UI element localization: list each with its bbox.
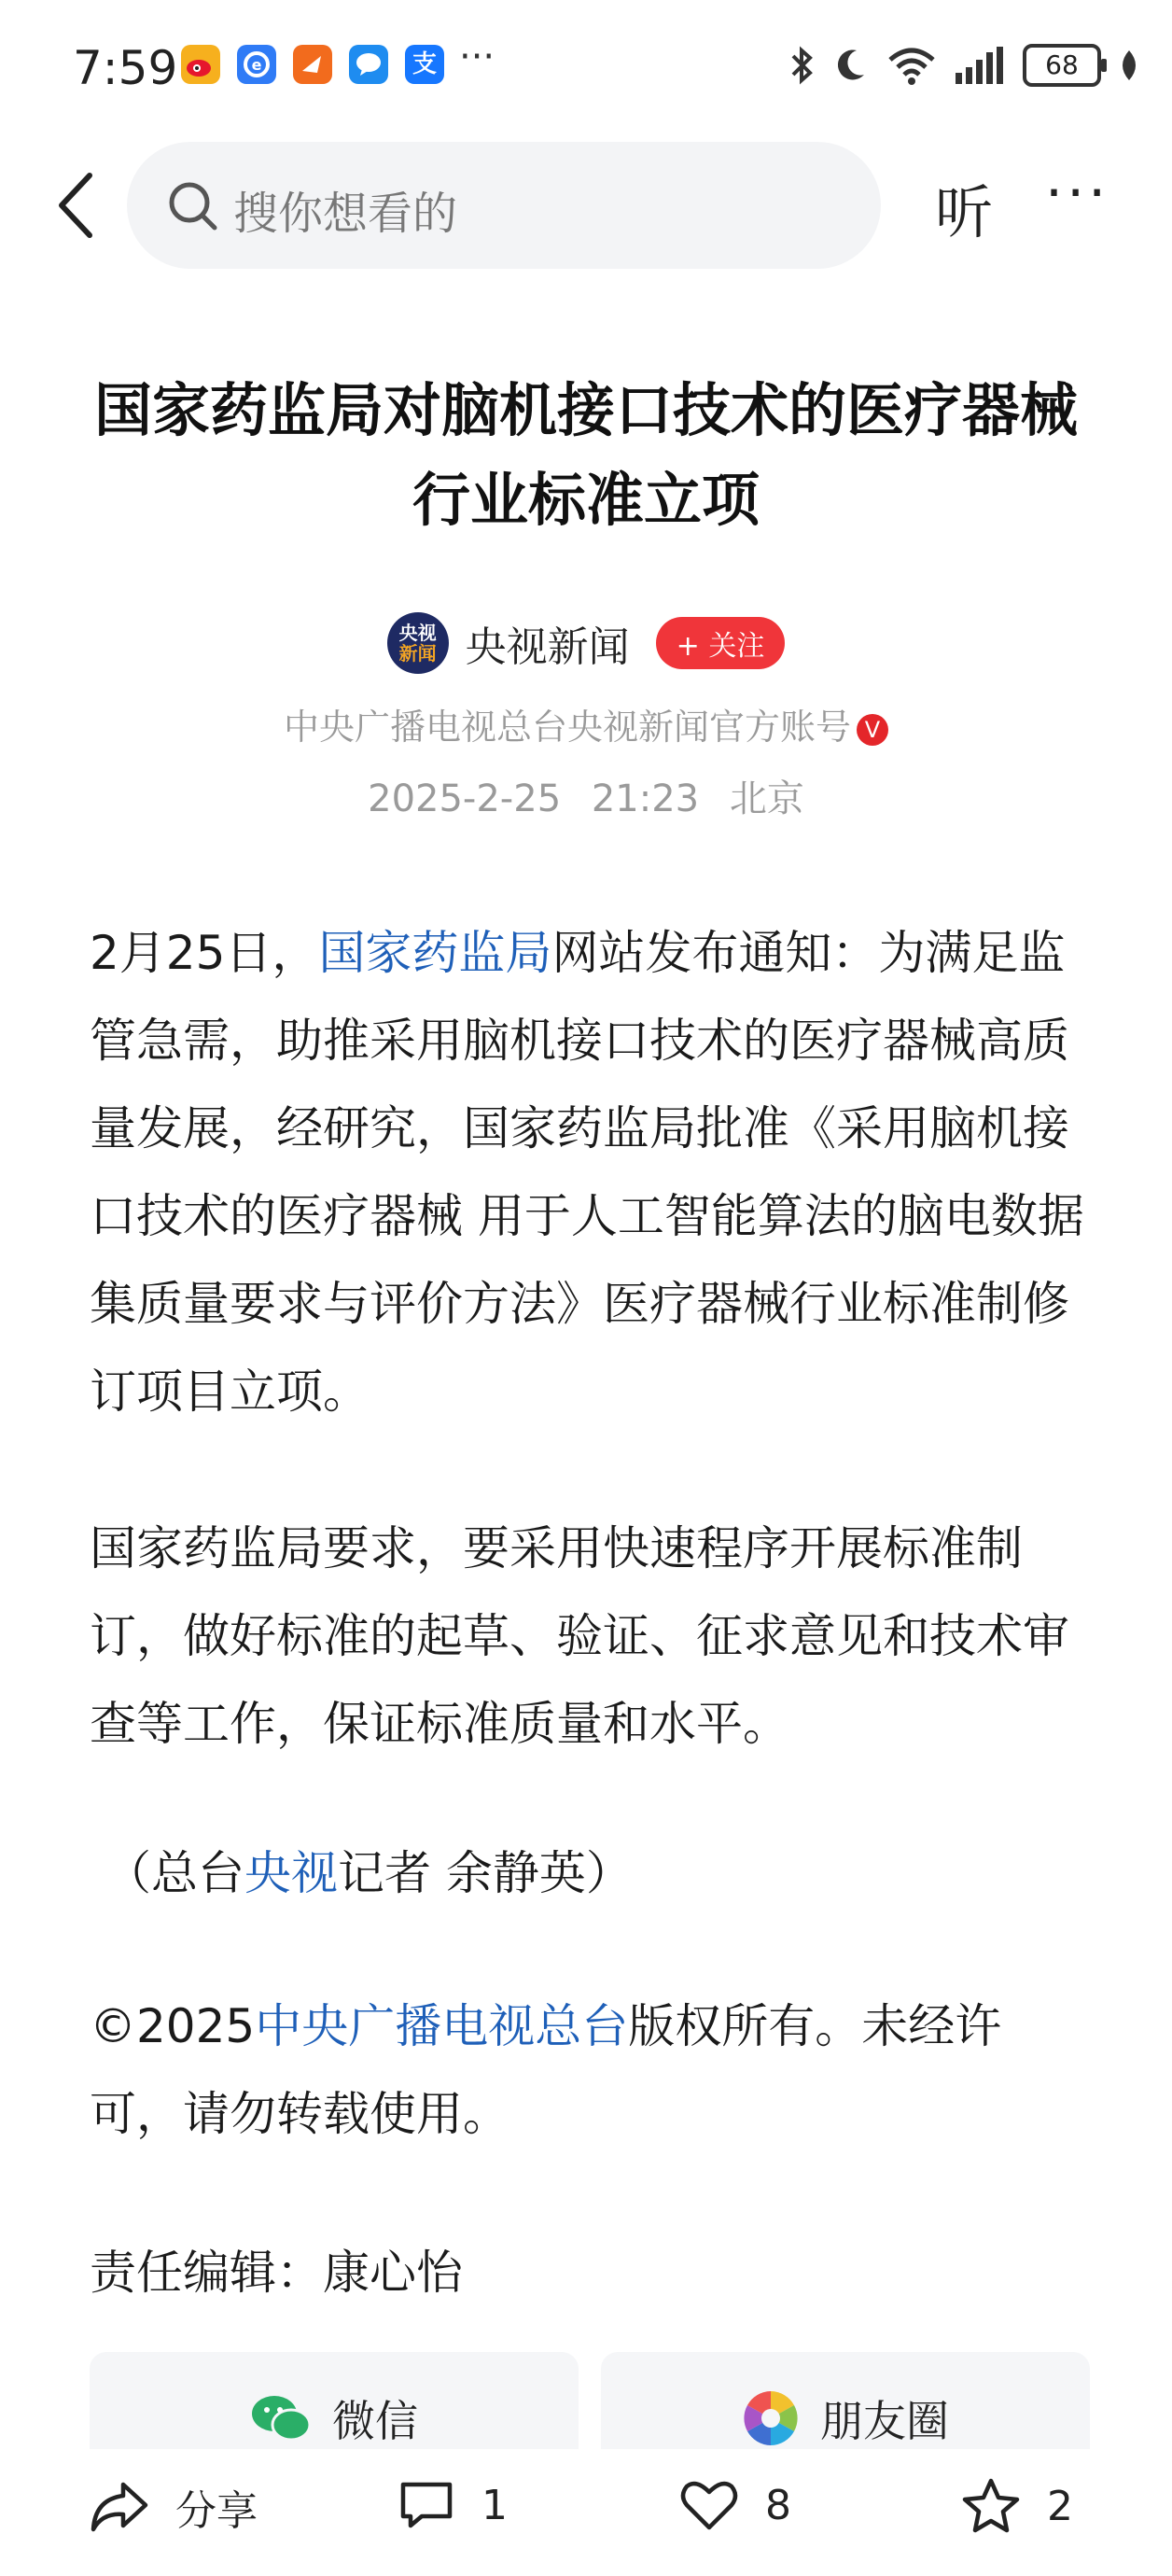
nmpa-link[interactable]: 国家药监局: [318, 926, 552, 980]
author-row: [0, 609, 1172, 678]
verified-icon: V: [857, 714, 888, 746]
p4-text: 版权所有。未经许可，请勿转载使用。: [90, 1999, 1002, 2141]
back-button[interactable]: [49, 168, 114, 243]
message-app-icon: [349, 45, 388, 84]
leaf-icon: [1118, 47, 1140, 84]
reporter-credit: [105, 1829, 1103, 1917]
p3-prefix: （总台: [105, 1846, 244, 1900]
p1-text: 网站发布通知：为满足监管急需，助推采用脑机接口技术的医疗器械高质量发展，经研究，国家药监局批准《采用脑机接口技术的医疗器械 用于人工智能算法的脑电数据集质量要求与评价方法》医疗器械行业标准制修订项目立项。: [90, 926, 1084, 1419]
heart-icon: [679, 2477, 739, 2533]
bottom-action-bar: [0, 2449, 1172, 2576]
author-description-text: 中央广播电视总台央视新闻官方账号: [283, 707, 851, 748]
follow-button[interactable]: + 关注: [656, 617, 786, 669]
alipay-icon: 支: [405, 45, 444, 84]
share-wechat-label: 微信: [332, 2396, 418, 2446]
p1-prefix: 2月25日，: [90, 926, 319, 980]
share-moments-label: 朋友圈: [820, 2396, 949, 2446]
copyright-notice: [90, 1982, 1088, 2158]
author-description: [0, 698, 1172, 749]
publish-date: 2025-2-25: [368, 777, 562, 820]
bluetooth-icon: [788, 45, 816, 86]
share-wechat-button[interactable]: [90, 2352, 579, 2449]
listen-button[interactable]: 听: [935, 178, 994, 246]
signal-icon: [954, 45, 1006, 86]
publish-time: 21:23: [591, 777, 700, 820]
more-notifications-icon: ···: [459, 35, 495, 78]
p4-prefix: ©2025: [90, 1999, 256, 2053]
share-label: 分享: [175, 2487, 258, 2535]
weibo-icon: [181, 45, 220, 84]
svg-text:e: e: [251, 56, 262, 74]
share-moments-button[interactable]: [601, 2352, 1090, 2449]
favorite-count: 2: [1047, 2482, 1073, 2530]
top-nav: [0, 140, 1172, 271]
comment-count: 1: [481, 2481, 508, 2529]
status-time: 7:59: [73, 41, 178, 95]
author-name[interactable]: 央视新闻: [465, 623, 630, 671]
search-bar[interactable]: [127, 142, 881, 269]
article-paragraph-1: [90, 909, 1088, 1435]
more-options-button[interactable]: ···: [1045, 161, 1110, 226]
publish-location: 北京: [729, 777, 804, 820]
mail-app-icon: [237, 45, 276, 84]
comment-icon: [398, 2477, 455, 2533]
cctv-link[interactable]: 央视: [244, 1846, 338, 1900]
moon-icon: [832, 45, 870, 86]
system-status: [788, 37, 1140, 93]
video-app-icon: [293, 45, 332, 84]
wifi-icon: [886, 45, 937, 86]
avatar-text-top: 央视: [398, 622, 437, 644]
star-icon: [961, 2477, 1021, 2535]
article-paragraph-2: 国家药监局要求，要采用快速程序开展标准制订，做好标准的起草、验证、征求意见和技术审查等工作，保证标准质量和水平。: [90, 1521, 1069, 1751]
comment-button[interactable]: [398, 2477, 508, 2533]
battery-icon: 68: [1023, 44, 1101, 87]
search-icon: [166, 179, 220, 233]
like-count: 8: [765, 2481, 791, 2529]
article-meta: [0, 769, 1172, 822]
p3-text: 记者 余静英）: [338, 1846, 633, 1900]
author-avatar[interactable]: [387, 612, 449, 674]
wechat-icon: [250, 2393, 312, 2443]
favorite-button[interactable]: [961, 2477, 1073, 2535]
share-icon: [90, 2479, 149, 2535]
responsible-editor: 责任编辑：康心怡: [90, 2246, 463, 2300]
moments-icon: [742, 2389, 800, 2447]
like-button[interactable]: [679, 2477, 791, 2533]
share-button[interactable]: [90, 2477, 258, 2537]
cmg-link[interactable]: 中央广播电视总台: [255, 1999, 629, 2053]
search-placeholder: 搜你想看的: [233, 188, 458, 240]
avatar-text-bottom: 新闻: [398, 642, 437, 665]
article-title: 国家药监局对脑机接口技术的医疗器械行业标准立项: [93, 376, 1078, 534]
chevron-left-icon: [49, 168, 105, 243]
status-bar: [0, 0, 1172, 131]
